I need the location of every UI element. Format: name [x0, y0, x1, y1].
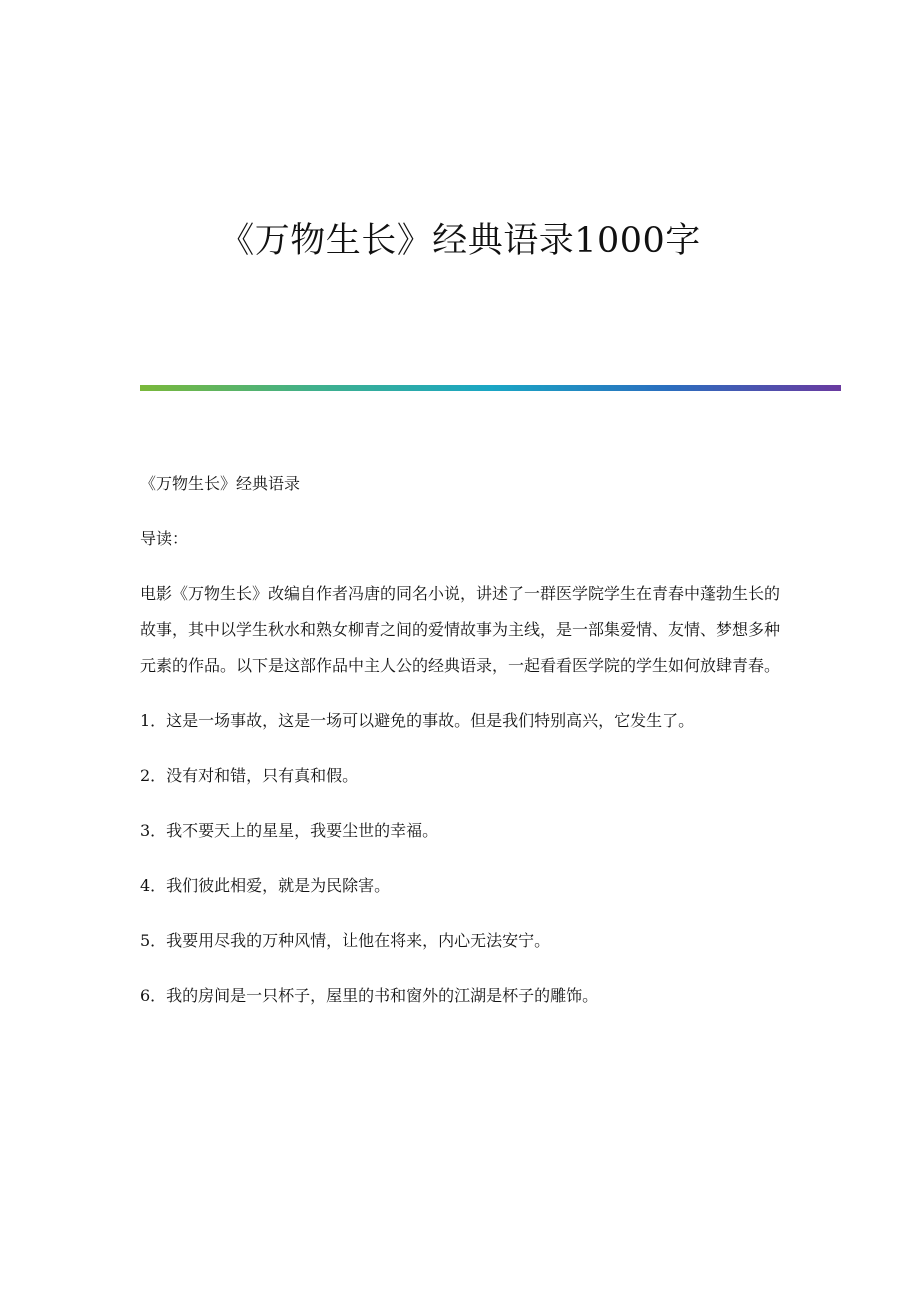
lead-label: 导读：: [140, 529, 189, 548]
quote-item: 2．没有对和错，只有真和假。: [140, 766, 359, 785]
quote-item: 1．这是一场事故，这是一场可以避免的事故。但是我们特别高兴，它发生了。: [140, 711, 695, 730]
quote-item: 3．我不要天上的星星，我要尘世的幸福。: [140, 821, 439, 840]
title-divider: [140, 385, 841, 391]
intro-paragraph: 电影《万物生长》改编自作者冯唐的同名小说，讲述了一群医学院学生在青春中蓬勃生长的故事，其中以学生秋水和熟女柳青之间的爱情故事为主线，是一部集爱情、友情、梦想多种元素的作品。以下是这部作品中主人公的经典语录，一起看看医学院的学生如何放肆青春。: [140, 584, 781, 675]
quote-item: 6．我的房间是一只杯子，屋里的书和窗外的江湖是杯子的雕饰。: [140, 986, 599, 1005]
page-title: 《万物生长》经典语录1000字: [219, 221, 701, 261]
quote-item: 4．我们彼此相爱，就是为民除害。: [140, 876, 391, 895]
quote-item: 5．我要用尽我的万种风情，让他在将来，内心无法安宁。: [140, 931, 551, 950]
section-heading: 《万物生长》经典语录: [140, 474, 301, 493]
document-body: [140, 466, 785, 1033]
